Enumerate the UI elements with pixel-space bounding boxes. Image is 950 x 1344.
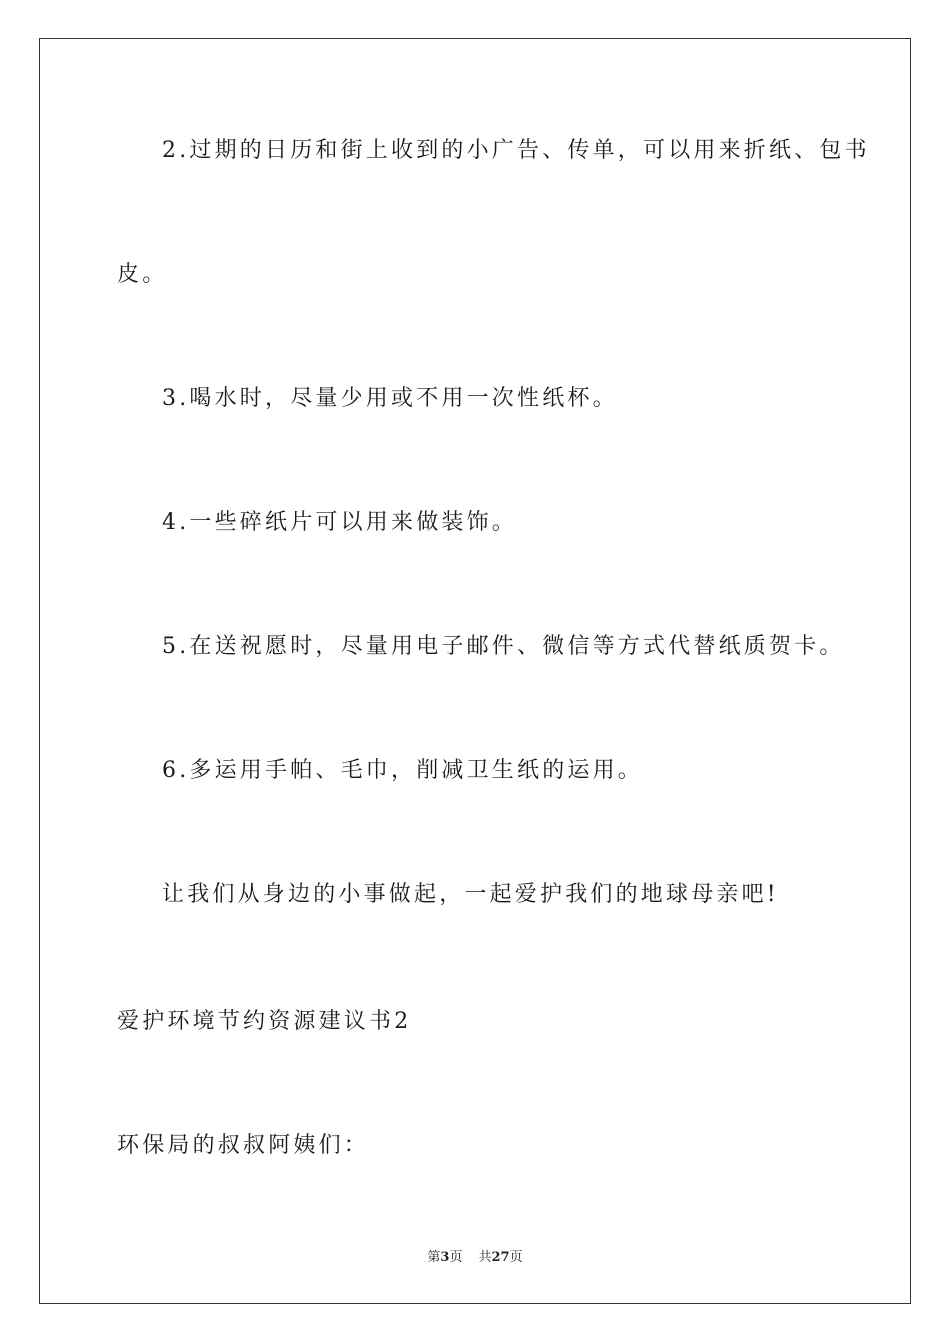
- page-footer: [0, 1246, 950, 1265]
- paragraph-item-2: 2.过期的日历和街上收到的小广告、传单，可以用来折纸、包书: [162, 138, 870, 163]
- footer-page-prefix: 第: [427, 1250, 441, 1265]
- paragraph-item-3: 3.喝水时，尽量少用或不用一次性纸杯。: [162, 386, 618, 411]
- paragraph-item-4: 4.一些碎纸片可以用来做装饰。: [162, 510, 517, 535]
- footer-total-prefix: 共: [478, 1250, 492, 1265]
- salutation: 环保局的叔叔阿姨们：: [117, 1133, 370, 1158]
- section-heading: 爱护环境节约资源建议书2: [117, 1009, 412, 1034]
- paragraph-item-5: 5.在送祝愿时，尽量用电子邮件、微信等方式代替纸质贺卡。: [162, 634, 845, 659]
- paragraph-item-2-continued: 皮。: [117, 262, 168, 287]
- footer-page-suffix: 页: [449, 1250, 463, 1265]
- page-frame: [39, 38, 911, 1304]
- paragraph-closing: 让我们从身边的小事做起，一起爱护我们的地球母亲吧!: [162, 882, 779, 907]
- footer-total-suffix: 页: [509, 1250, 523, 1265]
- footer-total-pages: 27: [491, 1250, 510, 1265]
- footer-page-number: 3: [440, 1250, 450, 1265]
- paragraph-item-6: 6.多运用手帕、毛巾，削减卫生纸的运用。: [162, 758, 643, 783]
